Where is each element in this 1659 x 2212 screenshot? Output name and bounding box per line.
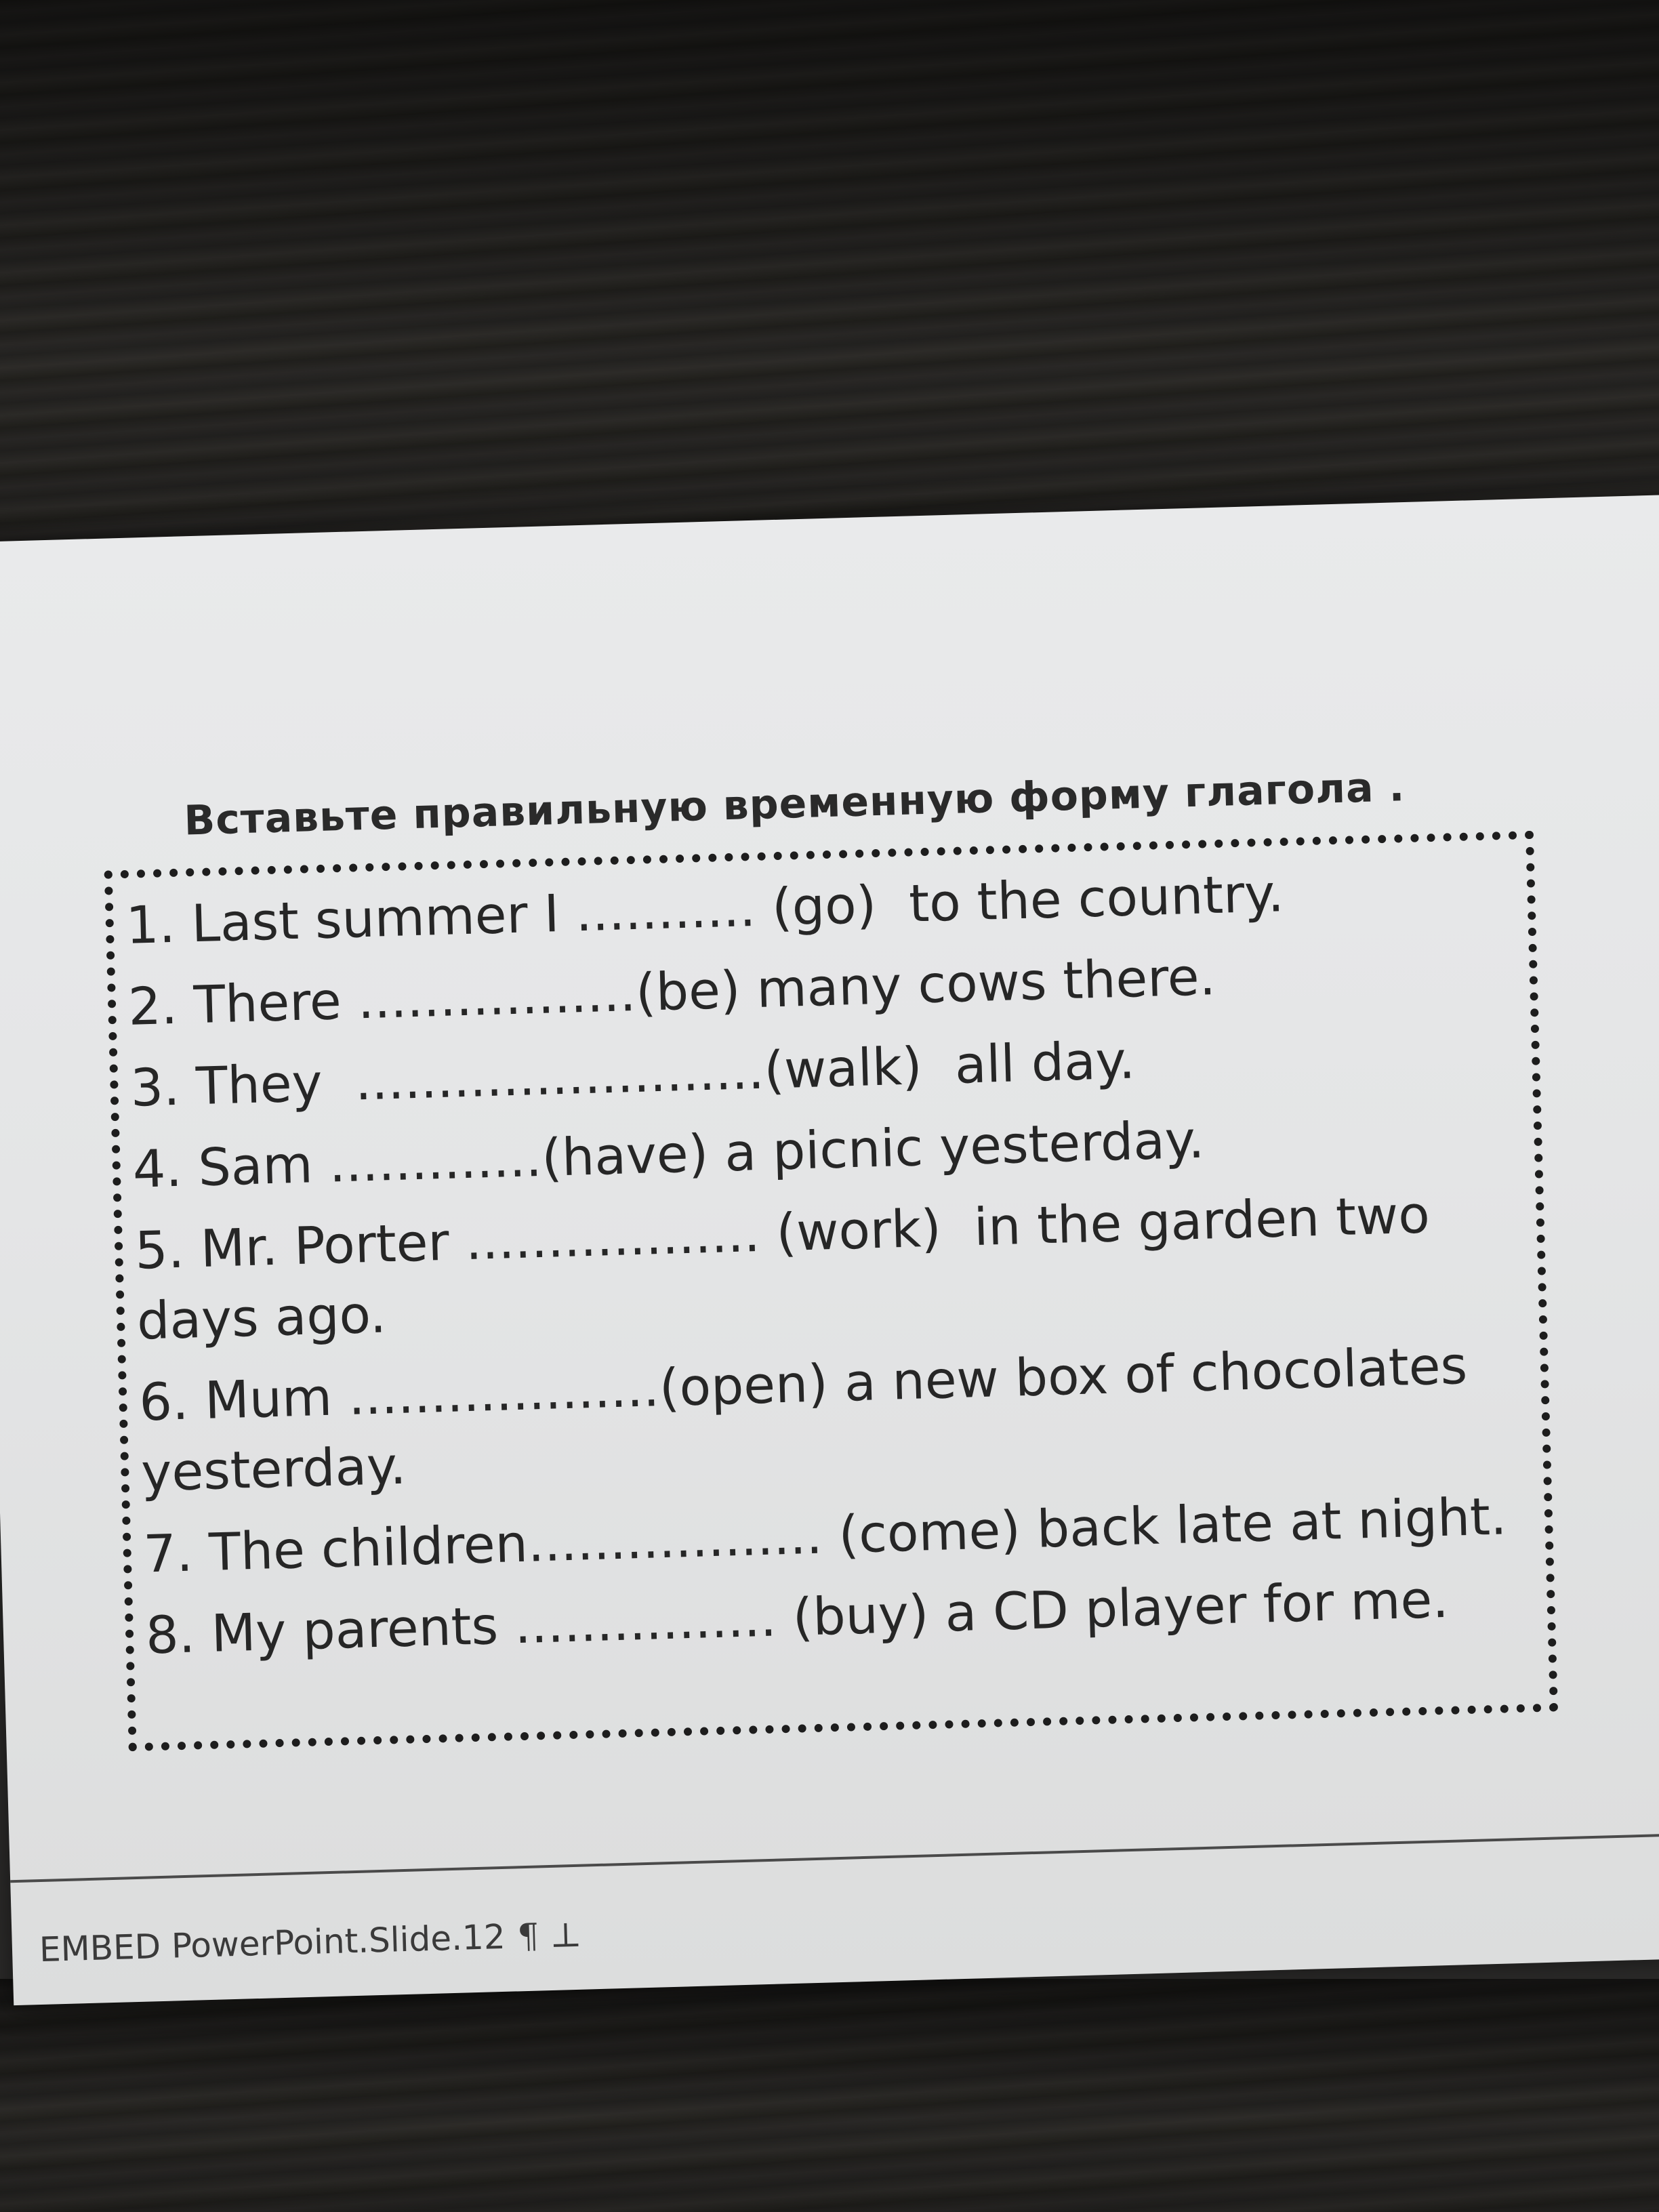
- exercise-item-2: [127, 942, 1524, 1037]
- exercise-item-text: 2. There .................(be) many cows there.: [127, 946, 1216, 1037]
- formatting-marks: ¶ ⊥: [516, 1914, 583, 1957]
- exercise-item-text: 1. Last summer I ........... (go) to the country.: [125, 863, 1285, 956]
- exercise-item-text: 5. Mr. Porter .................. (work) in the garden two: [134, 1184, 1431, 1281]
- embed-field-code: [39, 1915, 582, 1969]
- worksheet-paper: [0, 494, 1659, 2006]
- exercise-item-text: 3. They .........................(walk) all day.: [129, 1029, 1136, 1118]
- exercise-item-text: 7. The children.................. (come) back late at night.: [142, 1486, 1508, 1584]
- exercise-item-text: days ago.: [136, 1284, 387, 1351]
- worksheet-heading: Вставьте правильную временную форму глагола .: [183, 763, 1406, 845]
- exercise-item-3: [129, 1023, 1527, 1118]
- table-surface-bottom: [0, 1979, 1659, 2212]
- exercise-item-4: [131, 1105, 1529, 1200]
- exercise-item-text: 4. Sam .............(have) a picnic yesterday.: [131, 1109, 1206, 1200]
- exercise-item-text: yesterday.: [140, 1435, 407, 1503]
- exercise-list: [125, 851, 1542, 1666]
- exercise-item-text: 8. My parents ................ (buy) a CD player for me.: [144, 1568, 1450, 1666]
- embed-field-text: EMBED PowerPoint.Slide.12: [39, 1917, 506, 1970]
- footer-divider: [10, 1832, 1659, 1883]
- exercise-item-text: 6. Mum ...................(open) a new box of chocolates: [138, 1334, 1469, 1433]
- exercise-item-7: [142, 1486, 1540, 1584]
